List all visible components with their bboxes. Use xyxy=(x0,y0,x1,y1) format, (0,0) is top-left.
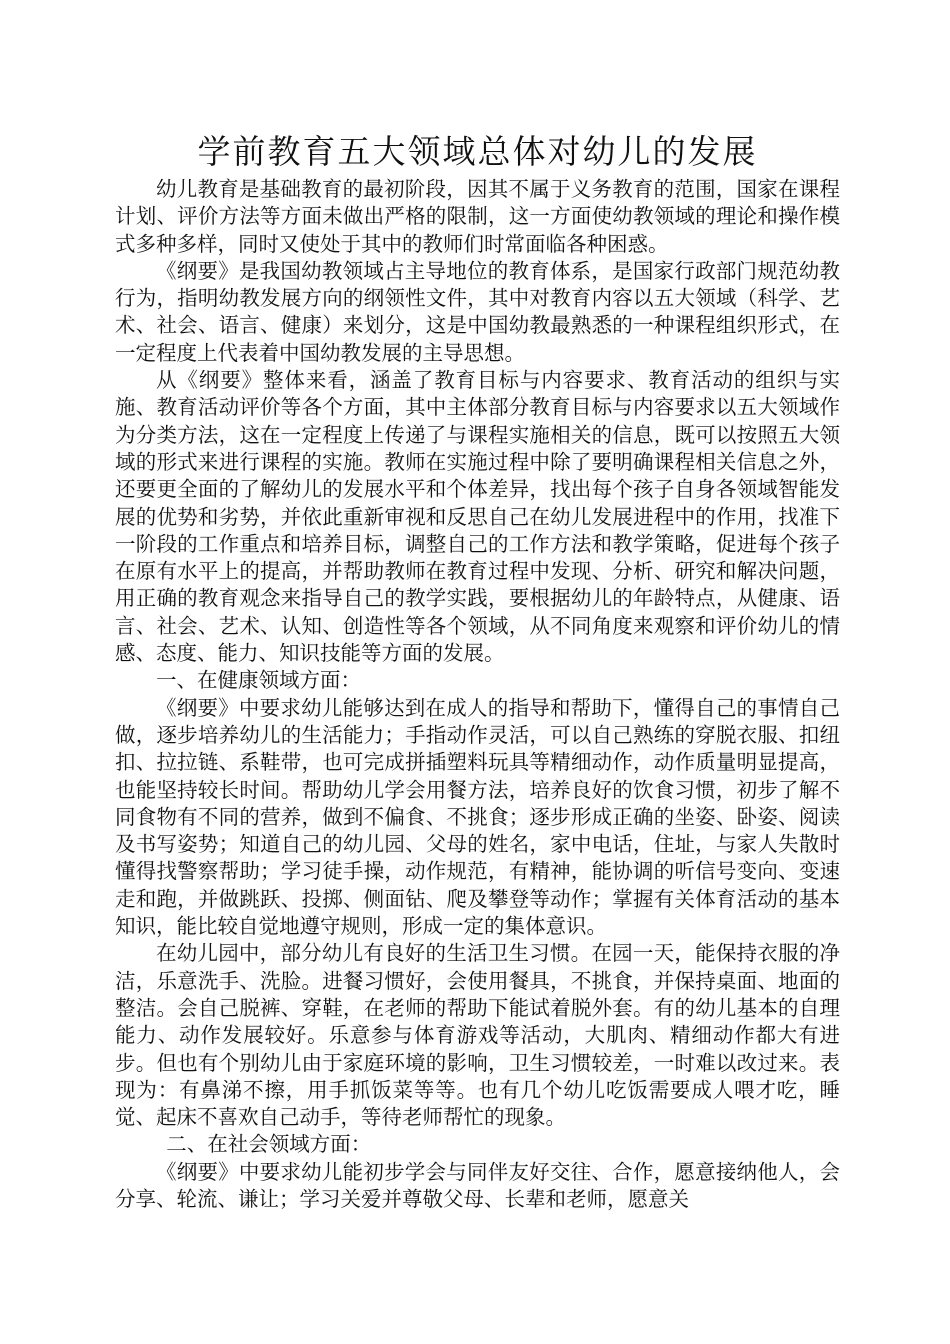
paragraph-social-requirements: 《纲要》中要求幼儿能初步学会与同伴友好交往、合作，愿意接纳他人，会分享、轮流、谦让；学习关爱并尊敬父母、长辈和老师，愿意关 xyxy=(115,1159,840,1211)
paragraph-outline: 《纲要》是我国幼教领域占主导地位的教育体系，是国家行政部门规范幼教行为，指明幼教发展方向的纲领性文件，其中对教育内容以五大领域（科学、艺术、社会、语言、健康）来划分，这是中国幼教最熟悉的一种课程组织形式，在一定程度上代表着中国幼教发展的主导思想。 xyxy=(115,258,840,365)
section-heading-health: 一、在健康领域方面： xyxy=(156,668,361,693)
paragraph-intro: 幼儿教育是基础教育的最初阶段，因其不属于义务教育的范围，国家在课程计划、评价方法等方面未做出严格的限制，这一方面使幼教领域的理论和操作模式多种多样，同时又使处于其中的教师们时常面临各种困惑。 xyxy=(115,177,840,256)
section-heading-social: 二、在社会领域方面： xyxy=(166,1132,372,1157)
paragraph-health-observation: 在幼儿园中，部分幼儿有良好的生活卫生习惯。在园一天，能保持衣服的净洁，乐意洗手、洗脸。进餐习惯好，会使用餐具，不挑食，并保持桌面、地面的整洁。会自己脱裤、穿鞋，在老师的帮助下能试着脱外套。有的幼儿基本的自理能力、动作发展较好。乐意参与体育游戏等活动，大肌肉、精细动作都大有进步。但也有个别幼儿由于家庭环境的影响，卫生习惯较差，一时难以改过来。表现为：有鼻涕不擦，用手抓饭菜等等。也有几个幼儿吃饭需要成人喂才吃，睡觉、起床不喜欢自己动手，等待老师帮忙的现象。 xyxy=(115,941,840,1130)
document-title: 学前教育五大领域总体对幼儿的发展 xyxy=(197,132,758,171)
paragraph-health-requirements: 《纲要》中要求幼儿能够达到在成人的指导和帮助下，懂得自己的事情自己做，逐步培养幼儿的生活能力；手指动作灵活，可以自己熟练的穿脱衣服、扣纽扣、拉拉链、系鞋带，也可完成拼插塑料玩具等精细动作，动作质量明显提高，也能坚持较长时间。帮助幼儿学会用餐方法，培养良好的饮食习惯，初步了解不同食物有不同的营养，做到不偏食、不挑食；逐步形成正确的坐姿、卧姿、阅读及书写姿势；知道自己的幼儿园、父母的姓名，家中电话，住址，与家人失散时懂得找警察帮助；学习徒手操，动作规范，有精神，能协调的听信号变向、变速走和跑，并做跳跃、投掷、侧面钻、爬及攀登等动作；掌握有关体育活动的基本知识，能比较自觉地遵守规则，形成一定的集体意识。 xyxy=(115,695,840,939)
paragraph-overview: 从《纲要》整体来看，涵盖了教育目标与内容要求、教育活动的组织与实施、教育活动评价等各个方面，其中主体部分教育目标与内容要求以五大领域作为分类方法，这在一定程度上传递了与课程实施相关的信息，既可以按照五大领域的形式来进行课程的实施。教师在实施过程中除了要明确课程相关信息之外，还要更全面的了解幼儿的发展水平和个体差异，找出每个孩子自身各领域智能发展的优势和劣势，并依此重新审视和反思自己在幼儿发展进程中的作用，找准下一阶段的工作重点和培养目标，调整自己的工作方法和教学策略，促进每个孩子在原有水平上的提高，并帮助教师在教育过程中发现、分析、研究和解决问题，用正确的教育观念来指导自己的教学实践，要根据幼儿的年龄特点，从健康、语言、社会、艺术、认知、创造性等各个领域，从不同角度来观察和评价幼儿的情感、态度、能力、知识技能等方面的发展。 xyxy=(115,368,840,666)
document-page xyxy=(115,128,840,1213)
